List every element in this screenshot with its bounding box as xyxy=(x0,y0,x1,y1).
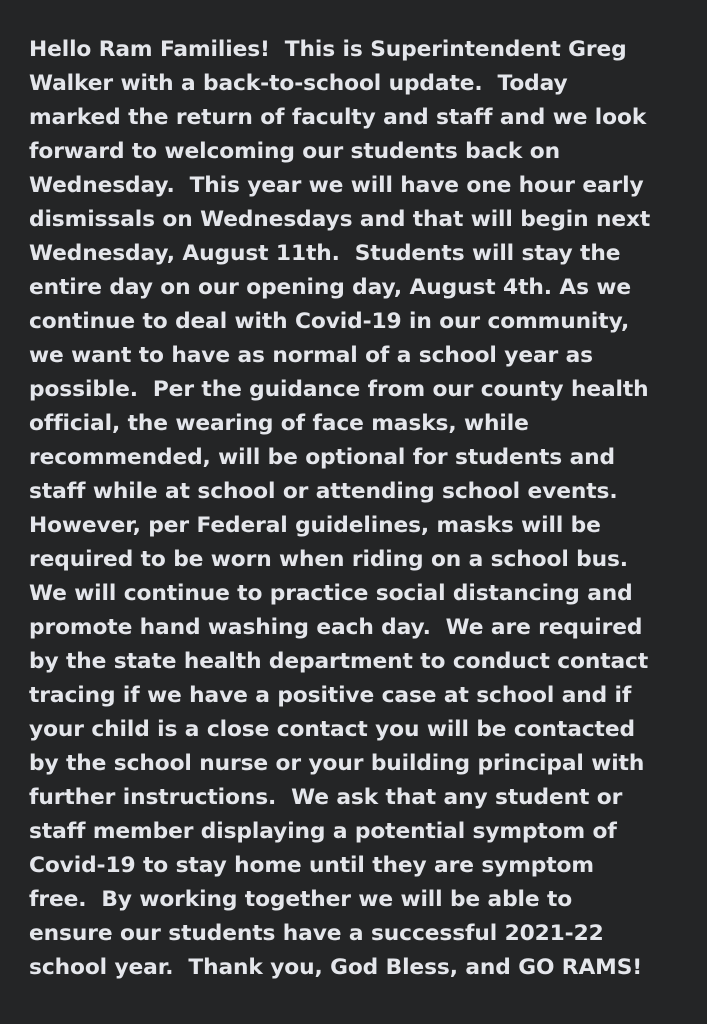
post-text-line: required to be worn when riding on a school bus. xyxy=(29,547,628,572)
post-text-line: dismissals on Wednesdays and that will begin next xyxy=(29,207,651,232)
post-text-line: promote hand washing each day. We are required xyxy=(29,615,643,640)
post-text-line: Hello Ram Families! This is Superintendent Greg xyxy=(29,37,627,62)
post-text-line: Walker with a back-to-school update. Today xyxy=(29,71,568,96)
post-text-line: marked the return of faculty and staff and we look xyxy=(29,105,647,130)
post-text-line: school year. Thank you, God Bless, and GO RAMS! xyxy=(29,955,643,980)
post-text-line: We will continue to practice social distancing and xyxy=(29,581,633,606)
post-text-line: tracing if we have a positive case at school and if xyxy=(29,683,632,708)
post-text-line: by the school nurse or your building principal with xyxy=(29,751,645,776)
post-text-line: we want to have as normal of a school year as xyxy=(29,343,594,368)
post-text-line: entire day on our opening day, August 4th. As we xyxy=(29,275,632,300)
post-text-line: possible. Per the guidance from our county health xyxy=(29,377,649,402)
post-text-line: Covid-19 to stay home until they are symptom xyxy=(29,853,594,878)
post-text-line: official, the wearing of face masks, while xyxy=(29,411,529,436)
post-text-line: recommended, will be optional for students and xyxy=(29,445,615,470)
post-text-line: Wednesday. This year we will have one hour early xyxy=(29,173,644,198)
post-text-line: Wednesday, August 11th. Students will stay the xyxy=(29,241,621,266)
post-text-line: further instructions. We ask that any student or xyxy=(29,785,623,810)
post-text-line: forward to welcoming our students back on xyxy=(29,139,560,164)
post-text-line: staff member displaying a potential symptom of xyxy=(29,819,617,844)
post-text-line: free. By working together we will be able to xyxy=(29,887,573,912)
post-text-line: your child is a close contact you will be contacted xyxy=(29,717,635,742)
post-text-line: by the state health department to conduct contact xyxy=(29,649,649,674)
post-text-line: However, per Federal guidelines, masks will be xyxy=(29,513,601,538)
post-text-line: staff while at school or attending school events. xyxy=(29,479,618,504)
post-body-text xyxy=(29,33,707,985)
post-text-line: continue to deal with Covid-19 in our community, xyxy=(29,309,630,334)
post-text-line: ensure our students have a successful 2021-22 xyxy=(29,921,604,946)
